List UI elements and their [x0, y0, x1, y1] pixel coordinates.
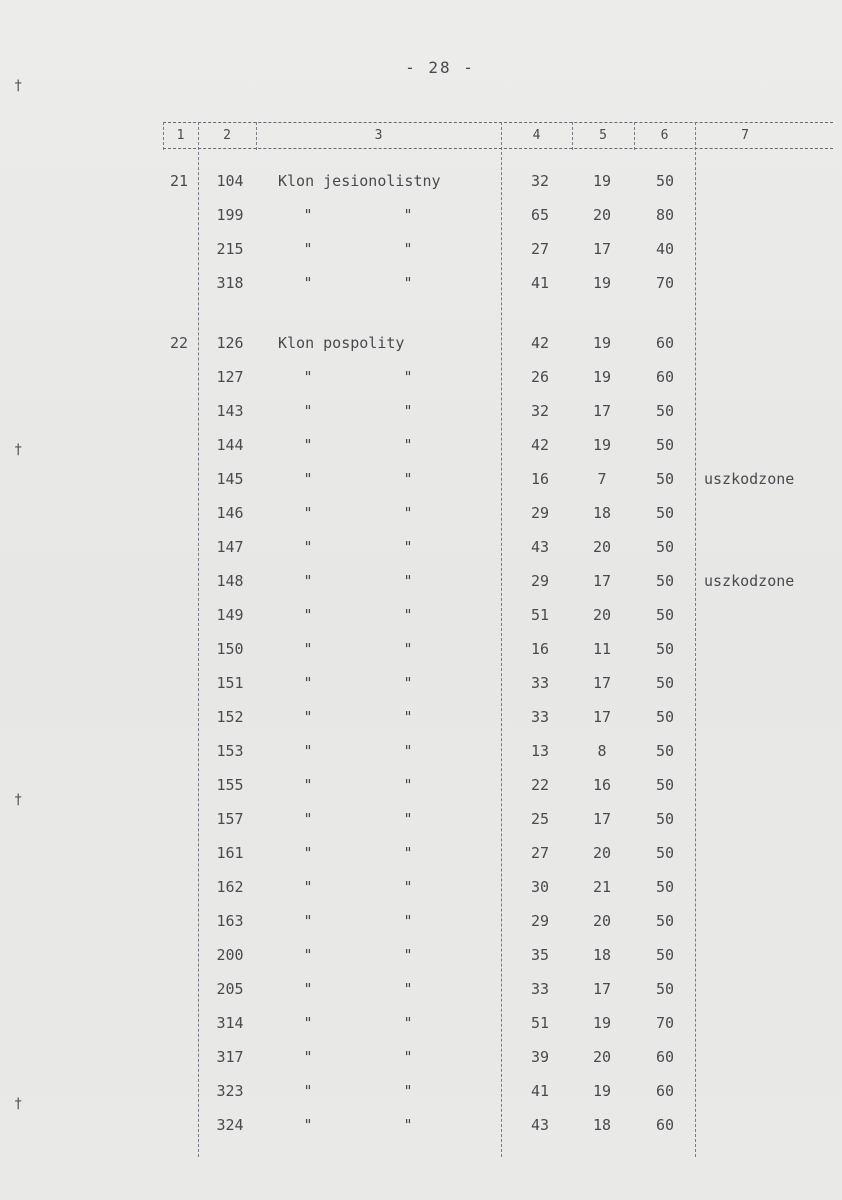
cell-col4: 16 [530, 470, 550, 488]
cell-col6: 70 [655, 1014, 675, 1032]
cell-col5: 20 [592, 206, 612, 224]
cell-col4: 33 [530, 980, 550, 998]
ditto-mark: " [303, 878, 313, 896]
cell-col4: 13 [530, 742, 550, 760]
cell-col2: 151 [216, 674, 244, 692]
cell-col4: 39 [530, 1048, 550, 1066]
ditto-mark: " [403, 776, 413, 794]
cell-col2: 145 [216, 470, 244, 488]
cell-col6: 50 [655, 504, 675, 522]
ditto-mark: " [303, 844, 313, 862]
cell-col2: 150 [216, 640, 244, 658]
cell-col4: 51 [530, 606, 550, 624]
column-header: 7 [741, 128, 749, 143]
cell-col7: uszkodzone [704, 572, 795, 590]
cell-col4: 43 [530, 1116, 550, 1134]
cell-col4: 33 [530, 674, 550, 692]
ditto-mark: " [403, 640, 413, 658]
cell-col5: 19 [592, 334, 612, 352]
column-header: 4 [532, 128, 541, 143]
column-header: 3 [374, 128, 383, 143]
cell-col5: 21 [592, 878, 612, 896]
cell-col5: 18 [592, 1116, 612, 1134]
column-divider [198, 122, 199, 1157]
cell-col6: 70 [655, 274, 675, 292]
cell-col4: 29 [530, 912, 550, 930]
cell-col6: 50 [655, 606, 675, 624]
ditto-mark: " [403, 1082, 413, 1100]
cell-col6: 50 [655, 640, 675, 658]
cell-col5: 20 [592, 912, 612, 930]
ditto-mark: " [403, 538, 413, 556]
cell-col2: 144 [216, 436, 244, 454]
cell-col2: 163 [216, 912, 244, 930]
cell-col4: 27 [530, 240, 550, 258]
ditto-mark: " [303, 1082, 313, 1100]
cell-col5: 20 [592, 538, 612, 556]
cell-col4: 32 [530, 402, 550, 420]
ditto-mark: " [303, 912, 313, 930]
ditto-mark: " [303, 674, 313, 692]
cell-col5: 20 [592, 844, 612, 862]
cell-col3: Klon jesionolistny [278, 172, 441, 190]
cell-col3: Klon pospolity [278, 334, 405, 352]
cell-col6: 50 [655, 878, 675, 896]
column-divider [501, 122, 502, 1157]
column-header: 1 [176, 128, 185, 143]
cell-col4: 41 [530, 274, 550, 292]
ditto-mark: " [403, 844, 413, 862]
ditto-mark: " [403, 810, 413, 828]
cell-col6: 50 [655, 810, 675, 828]
cell-col2: 146 [216, 504, 244, 522]
cell-col5: 20 [592, 1048, 612, 1066]
ditto-mark: " [403, 402, 413, 420]
cell-col2: 161 [216, 844, 244, 862]
cell-col6: 50 [655, 912, 675, 930]
cell-col6: 60 [655, 1116, 675, 1134]
ditto-mark: " [403, 504, 413, 522]
cell-col6: 50 [655, 946, 675, 964]
cell-col5: 17 [592, 572, 612, 590]
cell-col4: 41 [530, 1082, 550, 1100]
cell-col5: 19 [592, 368, 612, 386]
cell-col6: 50 [655, 470, 675, 488]
punch-hole-mark: † [14, 792, 23, 808]
ditto-mark: " [403, 1048, 413, 1066]
ditto-mark: " [303, 980, 313, 998]
cell-col5: 17 [592, 402, 612, 420]
cell-col5: 17 [592, 810, 612, 828]
cell-col4: 16 [530, 640, 550, 658]
ditto-mark: " [403, 1014, 413, 1032]
cell-col5: 18 [592, 504, 612, 522]
ditto-mark: " [303, 606, 313, 624]
cell-col5: 19 [592, 1014, 612, 1032]
ditto-mark: " [303, 206, 313, 224]
cell-col5: 17 [592, 980, 612, 998]
cell-col4: 65 [530, 206, 550, 224]
punch-hole-mark: † [14, 78, 23, 94]
ditto-mark: " [403, 240, 413, 258]
cell-col2: 143 [216, 402, 244, 420]
cell-col6: 60 [655, 368, 675, 386]
cell-col5: 8 [597, 742, 607, 760]
ditto-mark: " [303, 402, 313, 420]
cell-col2: 317 [216, 1048, 244, 1066]
ditto-mark: " [403, 674, 413, 692]
cell-col4: 29 [530, 504, 550, 522]
cell-col1: 22 [169, 334, 189, 352]
cell-col4: 22 [530, 776, 550, 794]
header-top-rule [163, 122, 833, 123]
cell-col2: 127 [216, 368, 244, 386]
ditto-mark: " [303, 742, 313, 760]
cell-col2: 323 [216, 1082, 244, 1100]
cell-col2: 324 [216, 1116, 244, 1134]
cell-col4: 27 [530, 844, 550, 862]
cell-col2: 215 [216, 240, 244, 258]
cell-col2: 155 [216, 776, 244, 794]
cell-col5: 16 [592, 776, 612, 794]
cell-col4: 43 [530, 538, 550, 556]
punch-hole-mark: † [14, 442, 23, 458]
header-bottom-rule [163, 148, 833, 149]
cell-col4: 33 [530, 708, 550, 726]
punch-hole-mark: † [14, 1096, 23, 1112]
ditto-mark: " [303, 810, 313, 828]
cell-col6: 50 [655, 172, 675, 190]
cell-col2: 126 [216, 334, 244, 352]
cell-col6: 60 [655, 1048, 675, 1066]
cell-col2: 152 [216, 708, 244, 726]
cell-col4: 35 [530, 946, 550, 964]
ditto-mark: " [403, 1116, 413, 1134]
cell-col2: 199 [216, 206, 244, 224]
ditto-mark: " [303, 572, 313, 590]
cell-col6: 50 [655, 572, 675, 590]
cell-col6: 50 [655, 844, 675, 862]
column-header: 6 [660, 128, 669, 143]
cell-col6: 40 [655, 240, 675, 258]
cell-col5: 17 [592, 708, 612, 726]
ditto-mark: " [303, 274, 313, 292]
ditto-mark: " [403, 912, 413, 930]
ditto-mark: " [403, 206, 413, 224]
cell-col4: 32 [530, 172, 550, 190]
ditto-mark: " [403, 606, 413, 624]
cell-col6: 50 [655, 674, 675, 692]
cell-col4: 26 [530, 368, 550, 386]
cell-col4: 29 [530, 572, 550, 590]
cell-col1: 21 [169, 172, 189, 190]
cell-col4: 42 [530, 436, 550, 454]
cell-col5: 19 [592, 1082, 612, 1100]
column-header: 5 [599, 128, 607, 143]
ditto-mark: " [403, 708, 413, 726]
ditto-mark: " [403, 572, 413, 590]
cell-col4: 42 [530, 334, 550, 352]
column-divider [695, 122, 696, 1157]
cell-col2: 318 [216, 274, 244, 292]
cell-col5: 17 [592, 240, 612, 258]
ditto-mark: " [303, 708, 313, 726]
ditto-mark: " [303, 436, 313, 454]
cell-col6: 50 [655, 402, 675, 420]
ditto-mark: " [403, 470, 413, 488]
cell-col5: 20 [592, 606, 612, 624]
ditto-mark: " [303, 1048, 313, 1066]
cell-col6: 60 [655, 1082, 675, 1100]
cell-col2: 149 [216, 606, 244, 624]
cell-col6: 50 [655, 538, 675, 556]
ditto-mark: " [303, 1116, 313, 1134]
cell-col2: 205 [216, 980, 244, 998]
ditto-mark: " [303, 640, 313, 658]
ditto-mark: " [303, 504, 313, 522]
ditto-mark: " [303, 1014, 313, 1032]
cell-col5: 7 [597, 470, 607, 488]
cell-col6: 60 [655, 334, 675, 352]
ditto-mark: " [403, 368, 413, 386]
cell-col6: 50 [655, 742, 675, 760]
ditto-mark: " [403, 946, 413, 964]
cell-col5: 11 [592, 640, 612, 658]
cell-col5: 18 [592, 946, 612, 964]
cell-col5: 19 [592, 172, 612, 190]
ditto-mark: " [303, 470, 313, 488]
ditto-mark: " [303, 240, 313, 258]
cell-col6: 80 [655, 206, 675, 224]
cell-col2: 157 [216, 810, 244, 828]
cell-col2: 147 [216, 538, 244, 556]
ditto-mark: " [403, 742, 413, 760]
cell-col5: 17 [592, 674, 612, 692]
cell-col4: 30 [530, 878, 550, 896]
page-number: - 28 - [405, 58, 475, 77]
cell-col2: 148 [216, 572, 244, 590]
ditto-mark: " [403, 436, 413, 454]
ditto-mark: " [303, 776, 313, 794]
ditto-mark: " [403, 980, 413, 998]
ditto-mark: " [403, 274, 413, 292]
column-header: 2 [223, 128, 231, 143]
cell-col6: 50 [655, 436, 675, 454]
ditto-mark: " [303, 368, 313, 386]
cell-col2: 200 [216, 946, 244, 964]
cell-col6: 50 [655, 776, 675, 794]
ditto-mark: " [303, 538, 313, 556]
cell-col6: 50 [655, 708, 675, 726]
cell-col4: 25 [530, 810, 550, 828]
cell-col7: uszkodzone [704, 470, 795, 488]
cell-col2: 104 [216, 172, 244, 190]
cell-col2: 314 [216, 1014, 244, 1032]
cell-col6: 50 [655, 980, 675, 998]
ditto-mark: " [403, 878, 413, 896]
cell-col2: 153 [216, 742, 244, 760]
cell-col2: 162 [216, 878, 244, 896]
cell-col5: 19 [592, 436, 612, 454]
cell-col5: 19 [592, 274, 612, 292]
ditto-mark: " [303, 946, 313, 964]
cell-col4: 51 [530, 1014, 550, 1032]
